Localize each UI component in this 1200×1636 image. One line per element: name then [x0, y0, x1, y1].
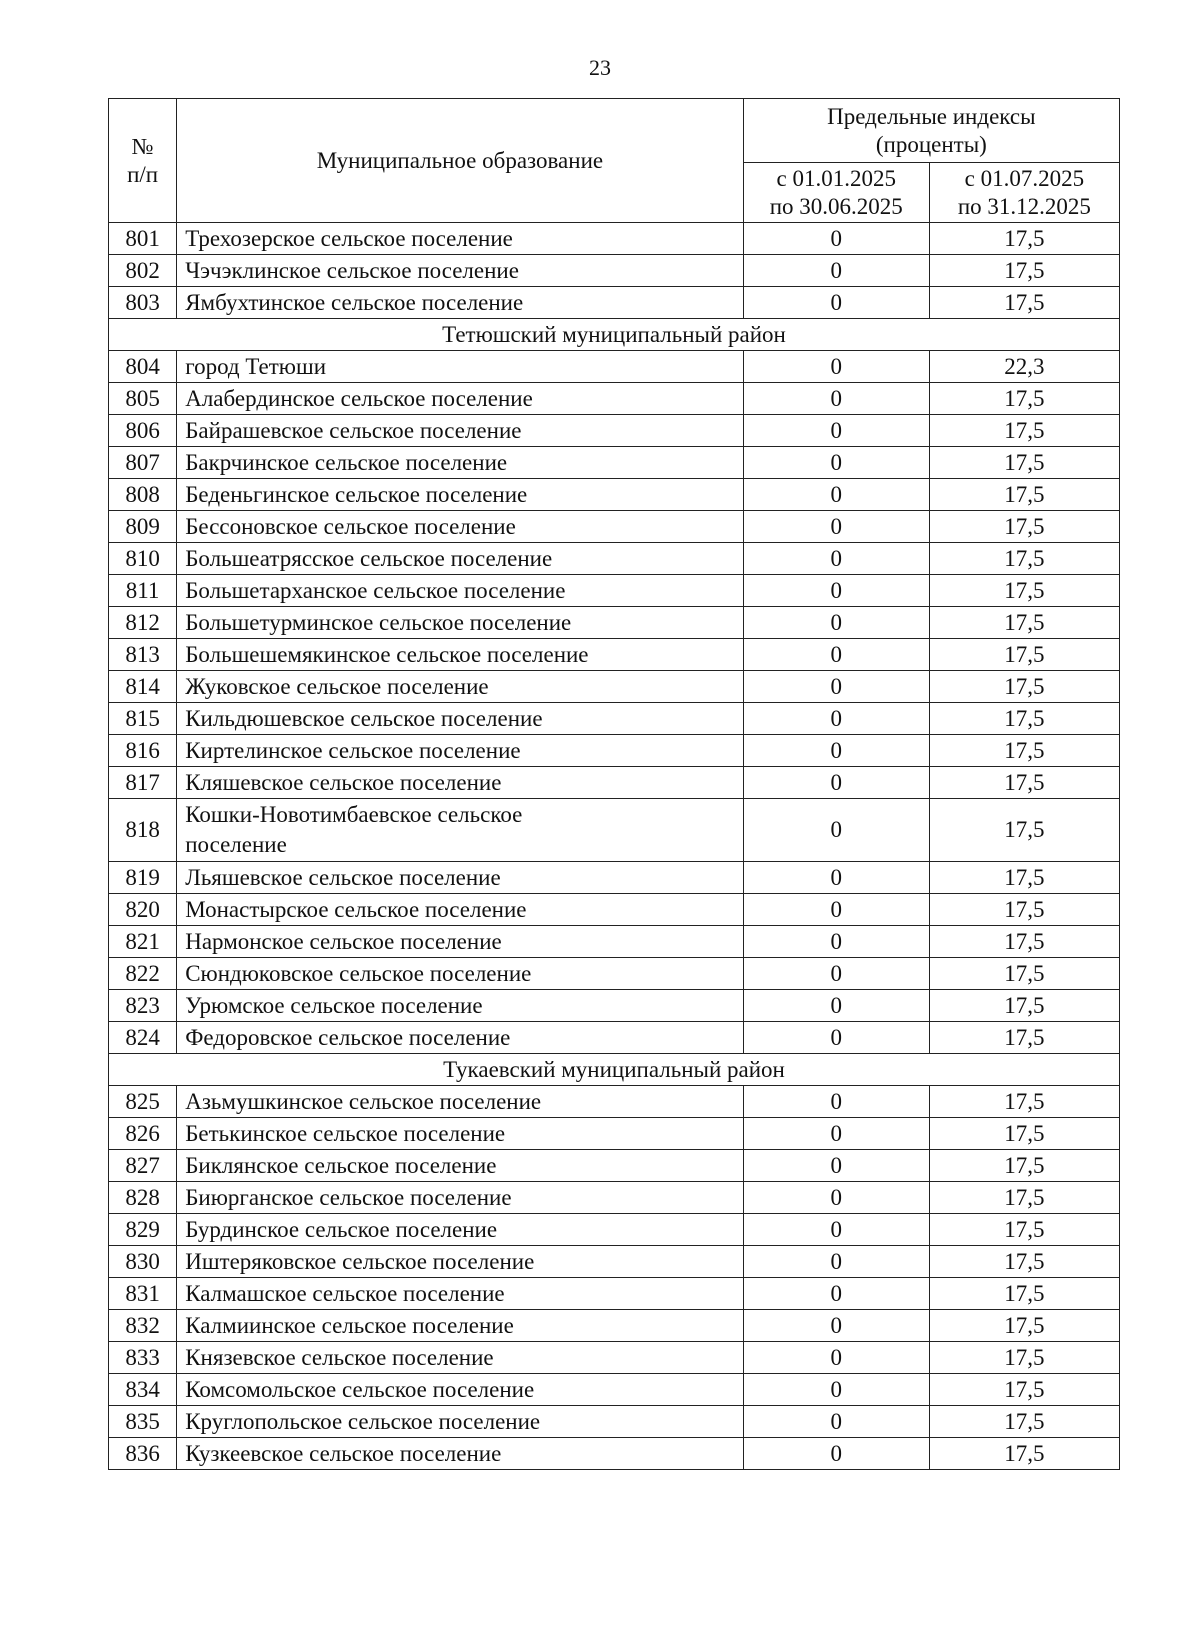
index-period-2: 17,5: [929, 223, 1119, 255]
index-period-1: 0: [743, 543, 929, 575]
row-number: 811: [109, 575, 177, 607]
table-row: [109, 415, 1120, 447]
row-number: 803: [109, 287, 177, 319]
municipality-name: Иштеряковское сельское поселение: [177, 1246, 743, 1278]
table-row: [109, 223, 1120, 255]
index-period-1: 0: [743, 287, 929, 319]
index-period-2: 17,5: [929, 1246, 1119, 1278]
table-row: [109, 1182, 1120, 1214]
index-period-2: 17,5: [929, 575, 1119, 607]
index-period-2: 17,5: [929, 415, 1119, 447]
row-number: 819: [109, 862, 177, 894]
index-period-2: 17,5: [929, 990, 1119, 1022]
index-period-2: 17,5: [929, 1182, 1119, 1214]
table-row: [109, 862, 1120, 894]
index-period-2: 17,5: [929, 703, 1119, 735]
municipality-name: Урюмское сельское поселение: [177, 990, 743, 1022]
municipality-name: Большетарханское сельское поселение: [177, 575, 743, 607]
municipality-name: Байрашевское сельское поселение: [177, 415, 743, 447]
municipality-name: Князевское сельское поселение: [177, 1342, 743, 1374]
municipality-name: Биюрганское сельское поселение: [177, 1182, 743, 1214]
district-section-row: [109, 319, 1120, 351]
index-period-2: 17,5: [929, 926, 1119, 958]
table-row: [109, 926, 1120, 958]
row-number: 818: [109, 799, 177, 862]
index-period-1: 0: [743, 926, 929, 958]
row-number: 810: [109, 543, 177, 575]
index-period-2: 17,5: [929, 1150, 1119, 1182]
municipality-name: Азьмушкинское сельское поселение: [177, 1086, 743, 1118]
table-row: [109, 1278, 1120, 1310]
indices-table: [108, 98, 1120, 1470]
municipality-name: Калмашское сельское поселение: [177, 1278, 743, 1310]
index-period-2: 17,5: [929, 1438, 1119, 1470]
header-num: № п/п: [109, 99, 177, 223]
header-period-1: с 01.01.2025 по 30.06.2025: [743, 163, 929, 223]
table-row: [109, 1438, 1120, 1470]
index-period-2: 17,5: [929, 479, 1119, 511]
municipality-name: город Тетюши: [177, 351, 743, 383]
row-number: 831: [109, 1278, 177, 1310]
index-period-1: 0: [743, 1278, 929, 1310]
index-period-2: 17,5: [929, 1214, 1119, 1246]
index-period-1: 0: [743, 1310, 929, 1342]
row-number: 807: [109, 447, 177, 479]
index-period-1: 0: [743, 1022, 929, 1054]
table-row: [109, 1086, 1120, 1118]
municipality-name: Биклянское сельское поселение: [177, 1150, 743, 1182]
municipality-name: Калмиинское сельское поселение: [177, 1310, 743, 1342]
table-row: [109, 447, 1120, 479]
row-number: 830: [109, 1246, 177, 1278]
index-period-2: 17,5: [929, 1022, 1119, 1054]
municipality-name: Киртелинское сельское поселение: [177, 735, 743, 767]
row-number: 802: [109, 255, 177, 287]
header-municipality: Муниципальное образование: [177, 99, 743, 223]
municipality-name: Большешемякинское сельское поселение: [177, 639, 743, 671]
table-row: [109, 990, 1120, 1022]
table-row: [109, 543, 1120, 575]
row-number: 834: [109, 1374, 177, 1406]
index-period-1: 0: [743, 1342, 929, 1374]
table-body: [109, 223, 1120, 1470]
index-period-1: 0: [743, 1246, 929, 1278]
row-number: 828: [109, 1182, 177, 1214]
table-row: [109, 511, 1120, 543]
district-name: Тукаевский муниципальный район: [109, 1054, 1120, 1086]
index-period-1: 0: [743, 639, 929, 671]
municipality-name: Бессоновское сельское поселение: [177, 511, 743, 543]
municipality-name: Кильдюшевское сельское поселение: [177, 703, 743, 735]
municipality-name: Монастырское сельское поселение: [177, 894, 743, 926]
table-row: [109, 1246, 1120, 1278]
municipality-name: Беденьгинское сельское поселение: [177, 479, 743, 511]
index-period-2: 22,3: [929, 351, 1119, 383]
index-period-1: 0: [743, 735, 929, 767]
row-number: 822: [109, 958, 177, 990]
index-period-2: 17,5: [929, 1086, 1119, 1118]
table-row: [109, 575, 1120, 607]
index-period-1: 0: [743, 1086, 929, 1118]
index-period-2: 17,5: [929, 799, 1119, 862]
index-period-2: 17,5: [929, 958, 1119, 990]
row-number: 805: [109, 383, 177, 415]
municipality-name: Бурдинское сельское поселение: [177, 1214, 743, 1246]
table-row: [109, 671, 1120, 703]
row-number: 806: [109, 415, 177, 447]
index-period-1: 0: [743, 479, 929, 511]
row-number: 832: [109, 1310, 177, 1342]
municipality-name: Алабердинское сельское поселение: [177, 383, 743, 415]
index-period-1: 0: [743, 575, 929, 607]
index-period-2: 17,5: [929, 543, 1119, 575]
row-number: 808: [109, 479, 177, 511]
row-number: 823: [109, 990, 177, 1022]
index-period-2: 17,5: [929, 1278, 1119, 1310]
table-row: [109, 894, 1120, 926]
index-period-2: 17,5: [929, 255, 1119, 287]
row-number: 824: [109, 1022, 177, 1054]
row-number: 820: [109, 894, 177, 926]
index-period-1: 0: [743, 1374, 929, 1406]
index-period-1: 0: [743, 351, 929, 383]
row-number: 813: [109, 639, 177, 671]
row-number: 836: [109, 1438, 177, 1470]
index-period-1: 0: [743, 1438, 929, 1470]
municipality-name: Бакрчинское сельское поселение: [177, 447, 743, 479]
index-period-1: 0: [743, 511, 929, 543]
row-number: 816: [109, 735, 177, 767]
table-row: [109, 479, 1120, 511]
index-period-1: 0: [743, 703, 929, 735]
table-row: [109, 351, 1120, 383]
table-row: [109, 958, 1120, 990]
index-period-2: 17,5: [929, 383, 1119, 415]
municipality-name: Большеатрясское сельское поселение: [177, 543, 743, 575]
municipality-name: Кошки-Новотимбаевское сельское поселение: [177, 799, 743, 862]
municipality-name: Комсомольское сельское поселение: [177, 1374, 743, 1406]
municipality-name: Федоровское сельское поселение: [177, 1022, 743, 1054]
row-number: 826: [109, 1118, 177, 1150]
municipality-name: Бетькинское сельское поселение: [177, 1118, 743, 1150]
municipality-name: Жуковское сельское поселение: [177, 671, 743, 703]
index-period-1: 0: [743, 1182, 929, 1214]
table-row: [109, 1150, 1120, 1182]
index-period-1: 0: [743, 1118, 929, 1150]
index-period-2: 17,5: [929, 735, 1119, 767]
index-period-2: 17,5: [929, 1310, 1119, 1342]
row-number: 814: [109, 671, 177, 703]
index-period-2: 17,5: [929, 447, 1119, 479]
row-number: 829: [109, 1214, 177, 1246]
row-number: 827: [109, 1150, 177, 1182]
index-period-1: 0: [743, 894, 929, 926]
header-indices: Предельные индексы (проценты): [743, 99, 1119, 163]
table-row: [109, 607, 1120, 639]
table-row: [109, 767, 1120, 799]
table-row: [109, 255, 1120, 287]
row-number: 801: [109, 223, 177, 255]
row-number: 817: [109, 767, 177, 799]
table-row: [109, 1118, 1120, 1150]
table-row: [109, 287, 1120, 319]
index-period-1: 0: [743, 223, 929, 255]
page-number: 23: [589, 55, 611, 80]
index-period-2: 17,5: [929, 287, 1119, 319]
municipality-name: Трехозерское сельское поселение: [177, 223, 743, 255]
municipality-name: Сюндюковское сельское поселение: [177, 958, 743, 990]
table-row: [109, 799, 1120, 862]
index-period-2: 17,5: [929, 1374, 1119, 1406]
header-period-2: с 01.07.2025 по 31.12.2025: [929, 163, 1119, 223]
index-period-1: 0: [743, 958, 929, 990]
municipality-name: Большетурминское сельское поселение: [177, 607, 743, 639]
index-period-2: 17,5: [929, 671, 1119, 703]
index-period-1: 0: [743, 415, 929, 447]
row-number: 809: [109, 511, 177, 543]
table-row: [109, 1022, 1120, 1054]
municipality-name: Кузкеевское сельское поселение: [177, 1438, 743, 1470]
table-row: [109, 1310, 1120, 1342]
municipality-name: Чэчэклинское сельское поселение: [177, 255, 743, 287]
table-row: [109, 735, 1120, 767]
index-period-1: 0: [743, 255, 929, 287]
row-number: 825: [109, 1086, 177, 1118]
index-period-1: 0: [743, 862, 929, 894]
index-period-1: 0: [743, 447, 929, 479]
district-name: Тетюшский муниципальный район: [109, 319, 1120, 351]
municipality-name: Круглопольское сельское поселение: [177, 1406, 743, 1438]
district-section-row: [109, 1054, 1120, 1086]
index-period-2: 17,5: [929, 1118, 1119, 1150]
municipality-name: Кляшевское сельское поселение: [177, 767, 743, 799]
row-number: 833: [109, 1342, 177, 1374]
table-row: [109, 383, 1120, 415]
index-period-1: 0: [743, 1406, 929, 1438]
municipality-name: Ямбухтинское сельское поселение: [177, 287, 743, 319]
index-period-2: 17,5: [929, 607, 1119, 639]
index-period-1: 0: [743, 1214, 929, 1246]
index-period-2: 17,5: [929, 1342, 1119, 1374]
table-row: [109, 1406, 1120, 1438]
row-number: 815: [109, 703, 177, 735]
index-period-2: 17,5: [929, 894, 1119, 926]
table-row: [109, 1342, 1120, 1374]
index-period-2: 17,5: [929, 767, 1119, 799]
index-period-2: 17,5: [929, 639, 1119, 671]
index-period-1: 0: [743, 767, 929, 799]
table-row: [109, 1374, 1120, 1406]
index-period-1: 0: [743, 607, 929, 639]
municipality-name: Нармонское сельское поселение: [177, 926, 743, 958]
index-period-2: 17,5: [929, 862, 1119, 894]
row-number: 804: [109, 351, 177, 383]
municipality-name: Льяшевское сельское поселение: [177, 862, 743, 894]
table-row: [109, 639, 1120, 671]
table-row: [109, 703, 1120, 735]
index-period-2: 17,5: [929, 1406, 1119, 1438]
index-period-1: 0: [743, 383, 929, 415]
row-number: 812: [109, 607, 177, 639]
index-period-1: 0: [743, 1150, 929, 1182]
row-number: 821: [109, 926, 177, 958]
table-header: [109, 99, 1120, 223]
index-period-2: 17,5: [929, 511, 1119, 543]
index-period-1: 0: [743, 799, 929, 862]
index-period-1: 0: [743, 990, 929, 1022]
table-row: [109, 1214, 1120, 1246]
index-period-1: 0: [743, 671, 929, 703]
row-number: 835: [109, 1406, 177, 1438]
